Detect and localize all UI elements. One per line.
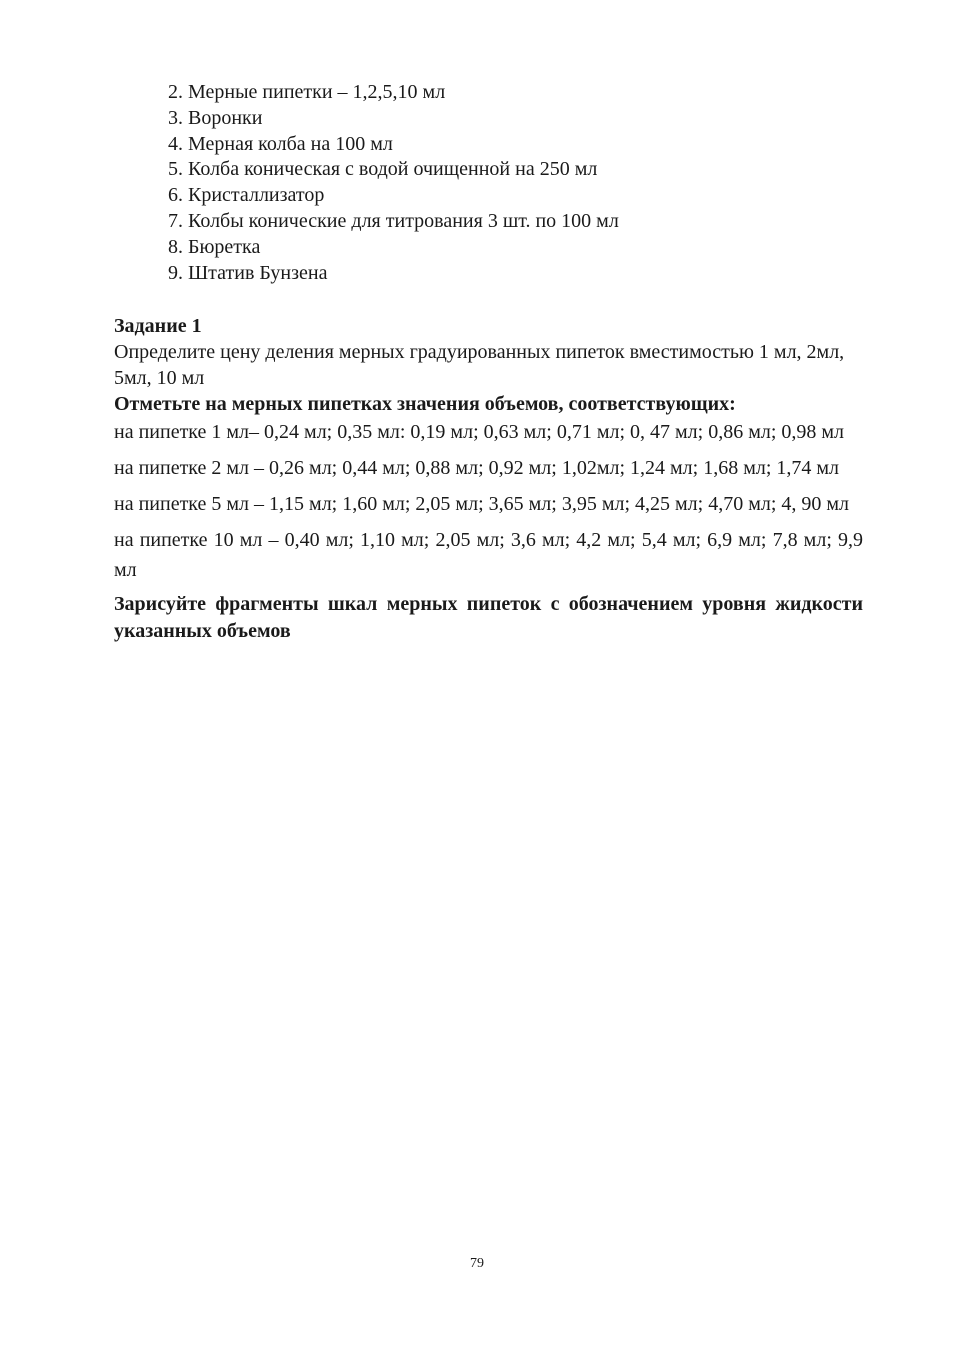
list-item: 9. Штатив Бунзена [168, 261, 328, 284]
list-item: 3. Воронки [168, 106, 263, 129]
task-title: Задание 1 [114, 315, 202, 337]
pipette-1ml-values: на пипетке 1 мл– 0,24 мл; 0,35 мл: 0,19 мл; 0,63 мл; 0,71 мл; 0, 47 мл; 0,86 мл; 0,98 мл [114, 421, 845, 443]
pipette-10ml-values: на пипетке 10 мл – 0,40 мл; 1,10 мл; 2,05 мл; 3,6 мл; 4,2 мл; 5,4 мл; 6,9 мл; 7,8 мл; 9,9 мл [114, 529, 863, 581]
list-item: 7. Колбы конические для титрования 3 шт. по 100 мл [168, 209, 619, 232]
list-item: 2. Мерные пипетки – 1,2,5,10 мл [168, 81, 446, 103]
task-instruction: Отметьте на мерных пипетках значения объемов, соответствующих: [114, 393, 736, 415]
pipette-5ml-values: на пипетке 5 мл – 1,15 мл; 1,60 мл; 2,05 мл; 3,65 мл; 3,95 мл; 4,25 мл; 4,70 мл; 4, 90 мл [114, 493, 850, 515]
draw-instruction: Зарисуйте фрагменты шкал мерных пипеток с обозначением уровня жидкости указанных объемов [114, 593, 863, 642]
equipment-list [168, 80, 619, 286]
list-item: 5. Колба коническая с водой очищенной на 250 мл [168, 158, 598, 181]
list-item: 6. Кристаллизатор [168, 184, 325, 207]
list-item: 8. Бюретка [168, 235, 261, 258]
page-number: 79 [470, 1256, 484, 1271]
task-section [114, 313, 863, 645]
task-intro: Определите цену деления мерных градуированных пипеток вместимостью 1 мл, 2мл, 5мл, 10 мл [114, 341, 845, 389]
pipette-2ml-values: на пипетке 2 мл – 0,26 мл; 0,44 мл; 0,88 мл; 0,92 мл; 1,02мл; 1,24 мл; 1,68 мл; 1,74 мл [114, 457, 840, 479]
list-item: 4. Мерная колба на 100 мл [168, 132, 393, 155]
